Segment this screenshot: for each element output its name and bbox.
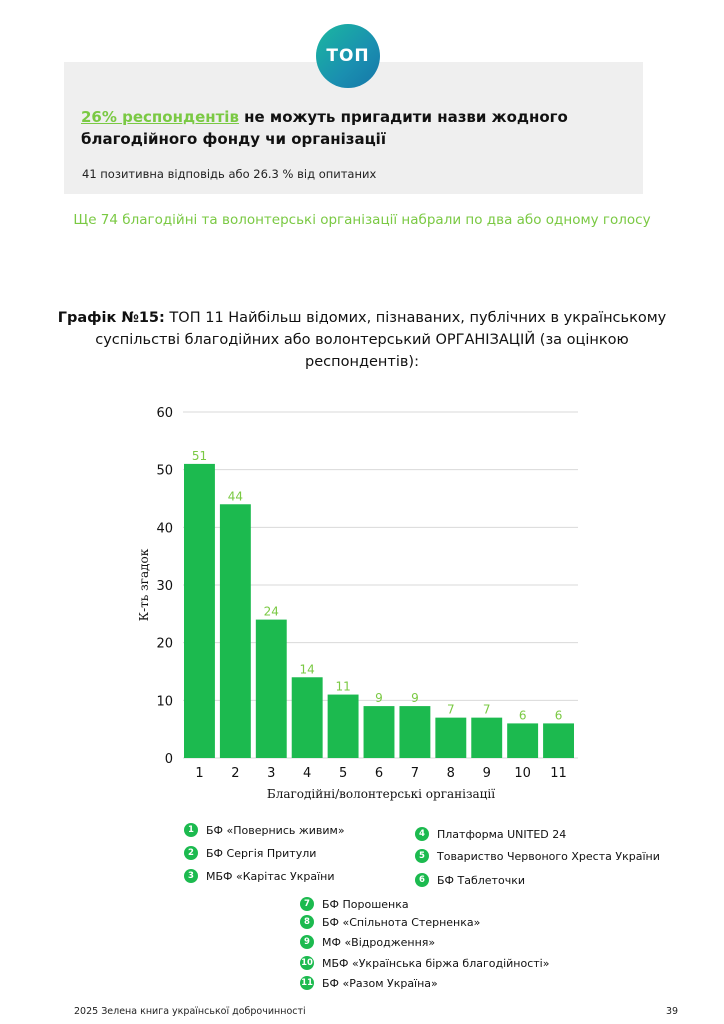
y-tick-label: 0 — [164, 752, 173, 767]
data-label: 9 — [375, 691, 383, 706]
data-label: 7 — [446, 702, 455, 717]
data-label: 24 — [263, 604, 279, 619]
legend-item — [300, 976, 438, 990]
y-tick-label: 60 — [156, 406, 173, 421]
y-axis-label: К-ть згадок — [137, 548, 151, 622]
legend-item — [300, 935, 435, 949]
headline-text: не можуть пригадити назви жодного благодійного фонду чи організації — [81, 108, 568, 148]
data-label: 6 — [554, 708, 563, 723]
legend-label: МБФ «Карітас України — [206, 869, 335, 883]
x-tick-label: 2 — [231, 766, 240, 781]
x-tick-label: 4 — [303, 766, 312, 781]
bar — [399, 706, 430, 758]
legend-label: Платформа UNITED 24 — [437, 827, 567, 841]
x-tick-label: 7 — [410, 766, 420, 781]
legend-number-badge: 3 — [184, 869, 198, 883]
legend-label: БФ Порошенка — [322, 897, 409, 911]
legend-number-badge: 5 — [415, 849, 429, 863]
legend-number-badge: 10 — [301, 958, 313, 968]
x-tick-label: 5 — [338, 766, 348, 781]
x-tick-label: 8 — [446, 766, 455, 781]
legend-label: БФ «Повернись живим» — [206, 823, 345, 837]
chart-title-text: ТОП 11 Найбільш відомих, пізнаваних, публічних в українському суспільстві благодійних або волонтерський ОРГАНІЗАЦІЙ (за оцінкою респондентів): — [95, 310, 667, 370]
headline-highlight: 26% респондентів — [81, 108, 239, 126]
chart-title-prefix: Графік №15: — [57, 310, 165, 326]
legend-number-badge: 8 — [300, 915, 314, 929]
y-tick-label: 40 — [156, 521, 173, 537]
legend-label: Товариство Червоного Хреста України — [437, 849, 660, 863]
data-label: 7 — [482, 702, 491, 717]
x-tick-label: 9 — [482, 766, 491, 781]
y-tick-label: 50 — [156, 463, 173, 479]
bar — [507, 723, 538, 758]
legend-item — [300, 956, 549, 970]
legend-number-badge: 9 — [300, 935, 314, 949]
legend-label: МФ «Відродження» — [322, 935, 436, 949]
legend-label: МБФ «Українська біржа благодійності» — [322, 956, 550, 970]
bar — [435, 718, 466, 758]
x-tick-label: 11 — [550, 766, 567, 781]
legend-number-badge: 11 — [301, 978, 313, 988]
bar — [328, 695, 359, 758]
legend-item — [415, 873, 525, 887]
y-tick-label: 20 — [156, 636, 173, 652]
chart-title — [50, 307, 674, 373]
legend-item — [415, 849, 660, 863]
x-tick-label: 1 — [195, 766, 204, 781]
x-tick-label: 3 — [267, 766, 276, 781]
bar — [292, 677, 323, 758]
green-note: Ще 74 благодійні та волонтерські організації набрали по два або одному голосу — [73, 212, 651, 228]
x-tick-label: 10 — [514, 766, 531, 781]
legend-number-badge: 7 — [300, 897, 314, 911]
legend-number-badge: 2 — [184, 846, 198, 860]
bar — [364, 706, 395, 758]
legend-item — [415, 827, 566, 841]
y-tick-label: 10 — [156, 694, 173, 710]
bar — [471, 718, 502, 758]
x-tick-label: 6 — [374, 766, 384, 781]
top-badge: ТОП — [316, 24, 380, 88]
legend-label: БФ Сергія Притули — [206, 846, 317, 860]
data-label: 51 — [191, 448, 208, 463]
data-label: 6 — [518, 708, 527, 723]
x-axis-label: Благодійні/волонтерські організації — [266, 787, 496, 801]
footer-title: 2025 Зелена книга української доброчинності — [74, 1006, 306, 1017]
legend-number-badge: 1 — [184, 823, 198, 837]
page-number: 39 — [666, 1006, 679, 1017]
data-label: 11 — [335, 679, 351, 694]
legend-item — [300, 915, 480, 929]
headline — [81, 106, 601, 150]
bar — [256, 620, 287, 758]
y-tick-label: 30 — [156, 579, 173, 594]
subline: 41 позитивна відповідь або 26.3 % від опитаних — [82, 167, 377, 181]
bar-chart — [0, 395, 724, 815]
bar — [220, 504, 251, 758]
legend-item — [184, 846, 316, 860]
data-label: 44 — [227, 489, 244, 504]
legend-label: БФ Таблеточки — [437, 873, 525, 887]
legend-item — [300, 897, 409, 911]
legend-item — [184, 823, 345, 837]
bar — [184, 464, 215, 758]
legend-item — [184, 869, 334, 883]
legend-number-badge: 6 — [415, 873, 429, 887]
legend-number-badge: 4 — [415, 827, 429, 841]
legend-label: БФ «Спільнота Стерненка» — [322, 915, 481, 929]
bar — [543, 723, 574, 758]
legend-label: БФ «Разом Україна» — [322, 976, 438, 990]
data-label: 14 — [299, 662, 315, 677]
data-label: 9 — [411, 691, 419, 706]
